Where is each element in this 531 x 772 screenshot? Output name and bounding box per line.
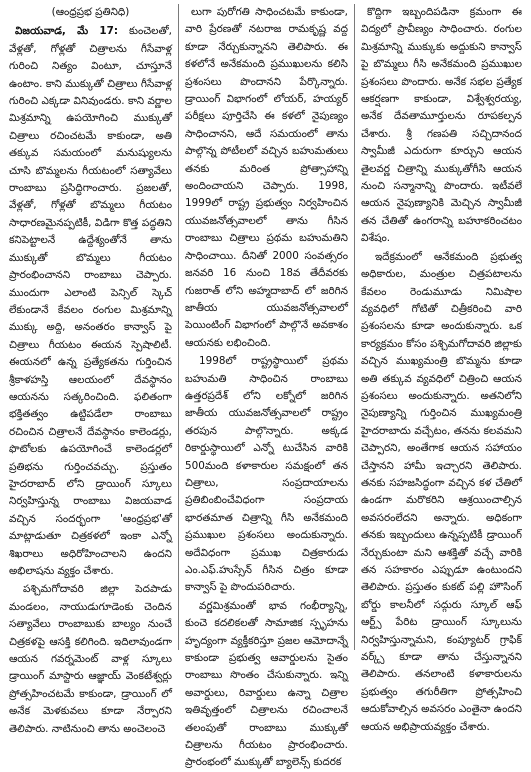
- article-source-credit: (ఆంధ్రప్రభ ప్రతినిధి): [51, 6, 130, 18]
- paragraph-text: కుంచెలతో, వేళ్లతో, గోళ్లతో చిత్రాలను గీసేవాళ్ల గురించి నిత్యం వింటూ, చూస్తూనే ఉంటాం. కాని ముక్కుతో చిత్రాలు గీసేవాళ్ల గురించి ఎక్కడా వినివుండరు. కాని వర్ణాల మిశ్రమాన్ని ఉపయోగించి ముక్కుతో చిత్రాలు రచించటమే కాకుండా, అతి తక్కువ సమయంలో మనుష్యులను చూసి బొమ్మలను గీయటంలో సత్యావేలు రాంబాబు ప్రసిద్ధిగాంచారు. ప్రజలతో, వేళ్లతో, గోళ్లతో బొమ్మలు గీయటం సాధారణమైనప్పటికీ, విడిగా కొత్త పద్ధతిని కనిపెట్టాలనే ఉద్దేశ్యంతోనే తాను ముక్కుతో బొమ్మలు గీయటం ప్రారంభించానని రాంబాబు చెప్పారు. ముందుగా ఎలాంటి పెన్సిల్ స్కెచ్ లేకుండానే కేవలం రంగుల మిశ్రమాన్ని ముక్కు అద్ది, అనంతరం కాన్వాస్ పై చిత్రాలు గీయటం ఈయన స్పెషాలిటీ. ఈయనలో ఉన్న ప్రత్యేకతను గుర్తించిన శ్రీకాళహస్తి ఆలయంలో దేవస్థానం ఆయనను సత్కరించింది. ఫలితంగా భక్తితత్వం ఉట్టిపడేలా రాంబాబు రచించిన చిత్రాలనే దేవస్థానం కాలెండర్లు, ఫొటోలకు ఉపయోగించే కాలెండర్లలో ప్రతిభను గుర్తించవచ్చు. ప్రస్తుతం హైదరాబాద్ లోని డ్రాయింగ్ స్కూలు నిర్వహిస్తున్న రాంబాబు విజయవాడ వచ్చిన సందర్భంగా 'ఆంధ్రప్రభ'తో మాట్లాడుతూ చిత్రకళలో ఇంకా ఎన్నో శిఖరాలు అధిరోహించాలని ఉందని అభిలాషను వ్యక్తం చేశారు.: [9, 25, 172, 577]
- article-paragraph: [9, 23, 172, 580]
- article-paragraph: [185, 598, 348, 772]
- article-column-3: [354, 4, 528, 733]
- article-paragraph: [9, 581, 172, 738]
- article-paragraph: [361, 4, 522, 248]
- article-paragraph: [361, 249, 522, 736]
- paragraph-text: పశ్చిమగోదావరి జిల్లా పెదపాడు మండలం, నాయుడుగూడెంకు చెందిన సత్యావేలు రాంబాబుకు బాల్యం నుంచే చిత్రకళపై ఆసక్తి కలిగింది. ఇదిలావుండగా ఆయన గవర్నమెంట్ వాళ్ల స్కూలు డ్రాయింగ్ మాస్టారు ఆజ్ఞాయ్ వెంకటేశ్వర్లు ప్రోత్సహించటమే కాకుండా, డ్రాయింగ్ లో అనేక మెళకువలు కూడా నేర్పారని తెలిపారు. నాటినుంచి తాను అంచెలంచె: [9, 583, 172, 735]
- paragraph-text: లుగా పురోగతి సాధించటమే కాకుండా, వారి ప్రేరణతో నటరాజ రామకృష్ణ వద్ద కూడా నేర్చుకున్నానని తెలిపారు. ఈ కళలోనే అనేకమంది ప్రముఖులను కలిసి ప్రశంసలు పొందానని పేర్కొన్నారు. డ్రాయింగ్ విభాగంలో లోయర్, హయ్యర్ పరీక్షలు పూర్తిచేసి ఈ కళలో నైపుణ్యం సాధించానని, ఆదే సమయంలో తాను పాల్గొన్న పోటీలలో వచ్చిన బహుమతులు తనకు మరింత ప్రోత్సాహాన్ని అందించాయని చెప్పారు. 1998, 1999లో రాష్ట్ర ప్రభుత్వం నిర్వహించిన యువజనోత్సవాలలో తాను గీసిన రాంబాబు చిత్రాలు ప్రథమ బహుమతిని సాధించాయి. దీనితో 2000 సంవత్సరం జనవరి 16 నుంచి 18వ తేదీవరకు గుజరాత్ లోని అహ్మదాబాద్ లో జరిగిన జాతీయ యువజనోత్సవాలలో పెయింటింగ్ విభాగంలో పాల్గొనే అవకాశం ఆయనకు లభించింది.: [184, 6, 348, 349]
- article-column-1: [3, 4, 178, 735]
- article-paragraph: [185, 4, 348, 352]
- article-paragraph: [185, 353, 348, 597]
- dateline-lead: విజయవాడ, మే 17:: [15, 25, 119, 38]
- paragraph-text: కొద్దిగా ఇబ్బందిపడినా క్రమంగా ఈ విద్యలో ప్రావీణ్యం సాధించారు. రంగుల మిశ్రమాన్ని ముక్కుకు అద్దుకుని కాన్వాస్ పై బొమ్మలు గీసి అనేకమంది ప్రముఖుల ప్రశంసలు పొందారు. అనేక సభల ప్రత్యేక ఆకర్షణగా కాకుండా, విశ్వేశ్వరయ్య, అనేక దేవతామూర్తులను రూపకల్పన చేశారు. శ్రీ గణపతి సచ్చిదానంద స్వామీజీ ఎదురుగా కూర్చుని ఆయన తైలవర్ణ చిత్రాన్ని ముక్కుతోగీసి ఆయన నుంచి సన్మానాన్ని పొందారు. ఇటీవలే ఆయన నైపుణ్యానికి మెచ్చిన స్వామీజీ తన చేతితో ఉంగరాన్ని బహూకరించటం విశేషం.: [360, 6, 522, 245]
- paragraph-text: ఇదేక్రమంలో ఆనేకమంది ప్రభుత్వ అధికారుల, మంత్రుల చిత్రపటాలను కేవలం రెండుమూడు నిమిషాల వ్యవధిలో గోటితో చిత్రీకరించి వారి ప్రశంసలను కూడా అందుకున్నారు. ఒక కార్యక్రమం కోసం పశ్చిమగోదావరి జిల్లాకు వచ్చిన ముఖ్యమంత్రి బొమ్మను కూడా అతి తక్కువ వ్యవధిలో చిత్రించి ఆయన ప్రశంసలు అందుకున్నారు. అతనిలోని నైపుణ్యాన్ని గుర్తించిన ముఖ్యమంత్రి హైదరాబాదు వచ్చేటం, తనను కలవమని చెప్పారని, అంతేగాక ఆయన సహాయం చేస్తానని హామీ ఇచ్చారని తెలిపారు. తనకు సహజసిద్ధంగా వచ్చిన కళ చేతిలో ఉండగా మరొకరిని ఆశ్రయించాల్సిన అవసరంలేదని అన్నారు. అధికంగా తనకు ఇబ్బందులు ఉన్నప్పటికీ డ్రాయింగ్ నేర్చుకుంటా మని ఆశక్తితో వచ్చే వారికి తన సహకారం ఎప్పుడూ ఉంటుందని తెలిపారు. ప్రస్తుతం కుకట్ పల్లి హౌసింగ్ బోర్డు కాలనీలో సద్గురు స్కూల్ ఆఫ్ ఆర్ట్స్ పేరిట డ్రాయింగ్ స్కూలును నిర్వహిస్తున్నామని, కంప్యూటర్ గ్రాఫిక్ వర్క్స్ కూడా తాను చేస్తున్నానని తెలిపారు. తనలాంటి కళాకారులను ప్రభుత్వం తగురీతిగా ప్రోత్సహించి ఆదుకోవాల్సిన అవసరం ఎంతైనా ఉందని ఆయన అభిప్రాయవ్యక్తం చేశారు.: [360, 250, 522, 733]
- article-column-2: [178, 4, 354, 769]
- article-columns: [3, 4, 528, 769]
- paragraph-text: 1998లో రాష్ట్రస్థాయిలో ప్రథమ బహుమతి సాధించిన రాంబాబు ఉత్తరప్రదేశ్ లోని లక్నోలో జరిగిన జాతీయ యువజనోత్సవాలలో రాష్ట్రం తరపున పాల్గొన్నారు. అక్కడ రికార్డుస్థాయిలో ఎన్నో టుచేసిన వారికి 500మంది కళాకారుల సమక్షంలో తన చిత్రాలు, సంప్రదాయాలను ప్రతిబింబించేవిధంగా సంప్రదాయ భారతమాత చిత్రాన్ని గీసి అనేకమంది ప్రముఖుల ప్రశంసలు అందుకున్నారు. అదేవిధంగా ప్రముఖ చిత్రకారుడు ఎం.ఎఫ్.హుస్సేన్ గీసిన చిత్రం కూడా కాన్వాస్ పై పొందుపరిచారు.: [184, 355, 348, 594]
- paragraph-text: వర్ణమిశ్రమంతో భావ గంభీర్యాన్ని, కుంచె కదలికలతో సామాజిక స్పృహను హృద్యంగా వ్యక్తీకరిస్తూ ప్రజల ఆమోదాన్నే కాకుండా ప్రభుత్వ ఆవార్డులను సైతం రాంబాబు సొంతం చేసుకున్నారు. ఇన్ని అవార్డులు, రివార్డులు ఉన్నా చిత్రాల ఇతివృత్తంలో చిత్రాలను రచించాలనే తలంపుతో రాంబాబు ముక్కుతో చిత్రాలను గీయటం ప్రారంభించారు. ప్రారంభంలో ముక్కుతో బ్యాలెన్స్ కుదరక: [184, 599, 348, 769]
